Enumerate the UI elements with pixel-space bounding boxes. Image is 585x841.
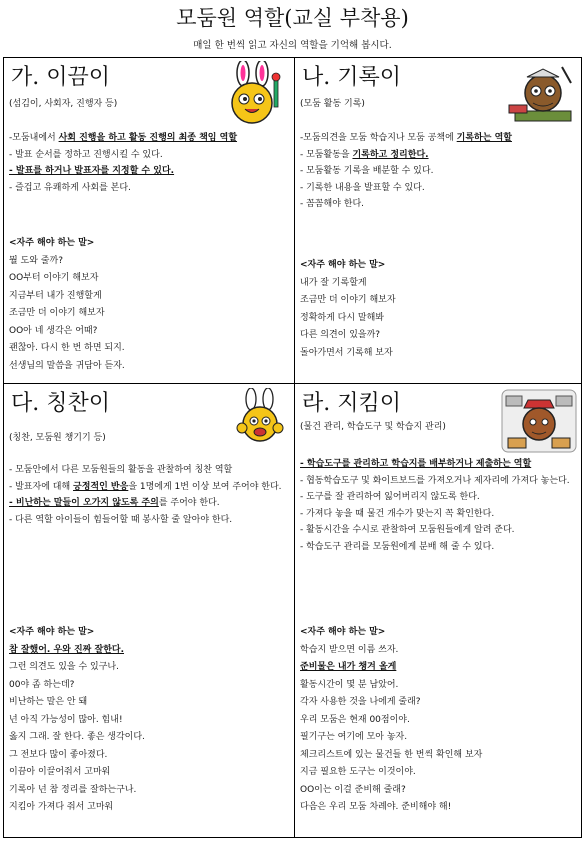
phrase-item: 각자 사용한 것을 나에게 줄래? xyxy=(300,697,421,707)
frequent-phrases xyxy=(9,235,289,375)
phrase-item: 이끔아 이끌어줘서 고마워 xyxy=(9,767,111,777)
role-card-praiser xyxy=(4,384,294,838)
desc-text: - 발표자에 대해 xyxy=(9,481,73,492)
phrase-item: 선생님의 말씀을 귀담아 듣자. xyxy=(9,360,125,371)
role-card-leader xyxy=(4,58,294,383)
phrases-heading: <자주 해야 하는 말> xyxy=(9,238,95,248)
desc-emphasis: 긍정적인 반응 xyxy=(73,481,129,492)
desc-line: - 꼼꼼해야 한다. xyxy=(300,199,364,209)
role-heading: 나. 기록이 xyxy=(302,65,401,90)
phrase-item: 우리 모둠은 현재 00점이야. xyxy=(300,714,410,725)
rabbit-character-icon xyxy=(219,61,289,127)
phrase-item: 정확하게 다시 말해봐 xyxy=(300,312,384,323)
role-description xyxy=(300,456,576,555)
desc-line: - 도구를 잘 관리하여 잃어버리지 않도록 한다. xyxy=(300,492,480,502)
phrase-item: 뭘 도와 줄까? xyxy=(9,255,63,266)
phrase-item: 그 전보다 많이 좋아졌다. xyxy=(9,749,108,760)
phrase-item: 옳지 그래. 잘 한다. 좋은 생각이다. xyxy=(9,732,145,742)
phrase-item: OO이는 이걸 준비해 줄래? xyxy=(300,784,406,795)
desc-line: - 모둠활동 기록을 배분할 수 있다. xyxy=(300,166,434,176)
desc-line: - 발표 순서를 정하고 진행시킬 수 있다. xyxy=(9,149,163,160)
phrase-item: 그런 의견도 있을 수 있구나. xyxy=(9,662,119,672)
role-subtitle: (섬김이, 사회자, 진행자 등) xyxy=(9,99,118,109)
phrases-heading: <자주 해야 하는 말> xyxy=(9,627,95,637)
frequent-phrases xyxy=(300,257,577,362)
role-heading: 다. 칭찬이 xyxy=(11,391,110,416)
phrase-item: 다른 의견이 있을까? xyxy=(300,330,381,340)
phrase-item: OO부터 이야기 해보자 xyxy=(9,273,99,283)
phrase-item: 조금만 더 이야기 해보자 xyxy=(300,295,396,305)
desc-text: 를 주어야 한다. xyxy=(158,498,220,508)
phrase-item: 다음은 우리 모둠 차례야. 준비해야 해! xyxy=(300,802,452,812)
phrase-item: OO아 네 생각은 어때? xyxy=(9,325,98,336)
rabbit-praising-icon xyxy=(234,388,286,446)
desc-text: -모둠내에서 xyxy=(9,133,59,143)
phrases-heading: <자주 해야 하는 말> xyxy=(300,260,386,270)
desc-line: - 다른 역할 아이들이 힘들어할 때 봉사할 줄 알아야 한다. xyxy=(9,514,233,525)
desc-line: - 기록한 내용을 발표할 수 있다. xyxy=(300,182,425,193)
desc-line: - 모둠안에서 다른 모둠원들의 활동을 관찰하여 칭찬 역할 xyxy=(9,465,233,475)
scholar-character-icon xyxy=(507,61,577,127)
phrase-item: 지금 필요한 도구는 이것이야. xyxy=(300,767,416,777)
phrase-item: 돌아가면서 기록해 보자 xyxy=(300,347,393,358)
desc-line: - 학습도구를 관리하고 학습지를 배부하거나 제출하는 역할 xyxy=(300,459,532,469)
role-subtitle: (물건 관리, 학습도구 및 학습지 관리) xyxy=(300,422,446,432)
frequent-phrases xyxy=(9,624,289,817)
phrase-item: 지킴아 가져다 줘서 고마워 xyxy=(9,802,114,812)
frequent-phrases xyxy=(300,624,577,817)
phrase-item: 지금부터 내가 진행할게 xyxy=(9,290,102,301)
desc-line: - 학습도구 관리를 모둠원에게 분배 해 줄 수 있다. xyxy=(300,541,495,552)
role-card-keeper xyxy=(295,384,582,838)
desc-line: - 협동학습도구 및 화이트보드를 가져오거나 제자리에 가져다 놓는다. xyxy=(300,475,570,486)
phrases-heading: <자주 해야 하는 말> xyxy=(300,627,386,637)
desc-line: - 활동시간을 수시로 관찰하여 모둠원들에게 알려 준다. xyxy=(300,525,515,535)
phrase-item: 학습지 받으면 이름 쓰자. xyxy=(300,644,399,655)
role-description xyxy=(9,130,288,196)
keeper-character-icon xyxy=(500,388,578,454)
desc-text: - 모둠활동을 xyxy=(300,149,353,160)
page-subtitle: 매일 한 번씩 읽고 자신의 역할을 기억해 봅시다. xyxy=(193,40,392,51)
role-subtitle: (칭찬, 모둠원 챙기기 등) xyxy=(9,433,106,443)
desc-line: - 가져다 놓을 때 물건 개수가 맞는지 꼭 확인한다. xyxy=(300,508,495,519)
desc-text: 을 1명에게 1번 이상 보여 주어야 한다. xyxy=(128,481,282,492)
phrase-item: 비난하는 말은 안 돼 xyxy=(9,697,88,707)
desc-line: - 발표를 하거나 발표자를 지정할 수 있다. xyxy=(9,166,175,176)
desc-text: -모둠의견을 모둠 학습지나 모둠 공책에 xyxy=(300,133,457,143)
role-heading: 가. 이끔이 xyxy=(11,65,110,90)
phrase-item: 참 잘했어. 우와 진짜 잘한다. xyxy=(9,644,125,655)
phrase-item: 필기구는 여기에 모아 놓자. xyxy=(300,732,408,742)
phrase-item: 활동시간이 몇 분 남았어. xyxy=(300,679,399,690)
role-heading: 라. 지킴이 xyxy=(302,391,401,416)
roles-grid xyxy=(3,57,582,838)
desc-emphasis: 기록하고 정리한다. xyxy=(352,149,429,160)
phrase-item: 내가 잘 기록할게 xyxy=(300,277,367,288)
phrase-item: 넌 아직 가능성이 많아. 힘내! xyxy=(9,714,123,725)
phrase-item: 00야 좀 하는데? xyxy=(9,679,75,690)
role-subtitle: (모둠 활동 기록) xyxy=(300,99,365,109)
phrase-item: 준비물은 내가 챙겨 올게 xyxy=(300,662,397,672)
phrase-item: 괜찮아. 다시 한 번 하면 되지. xyxy=(9,343,125,353)
page-title: 모둠원 역할(교실 부착용) xyxy=(176,6,409,30)
desc-emphasis: - 비난하는 말들이 오가지 않도록 주의 xyxy=(9,498,159,508)
desc-emphasis: 기록하는 역할 xyxy=(456,133,512,143)
desc-line: - 즐겁고 유쾌하게 사회를 본다. xyxy=(9,182,131,193)
phrase-item: 기록아 넌 참 정리를 잘하는구나. xyxy=(9,784,137,795)
role-description xyxy=(9,462,288,528)
desc-emphasis: 사회 진행을 하고 활동 진행의 최종 책임 역할 xyxy=(58,133,238,143)
phrase-item: 체크리스트에 있는 물건들 한 번씩 확인해 보자 xyxy=(300,749,483,760)
role-description xyxy=(300,130,576,213)
role-card-recorder xyxy=(295,58,582,383)
phrase-item: 조금만 더 이야기 해보자 xyxy=(9,308,105,318)
